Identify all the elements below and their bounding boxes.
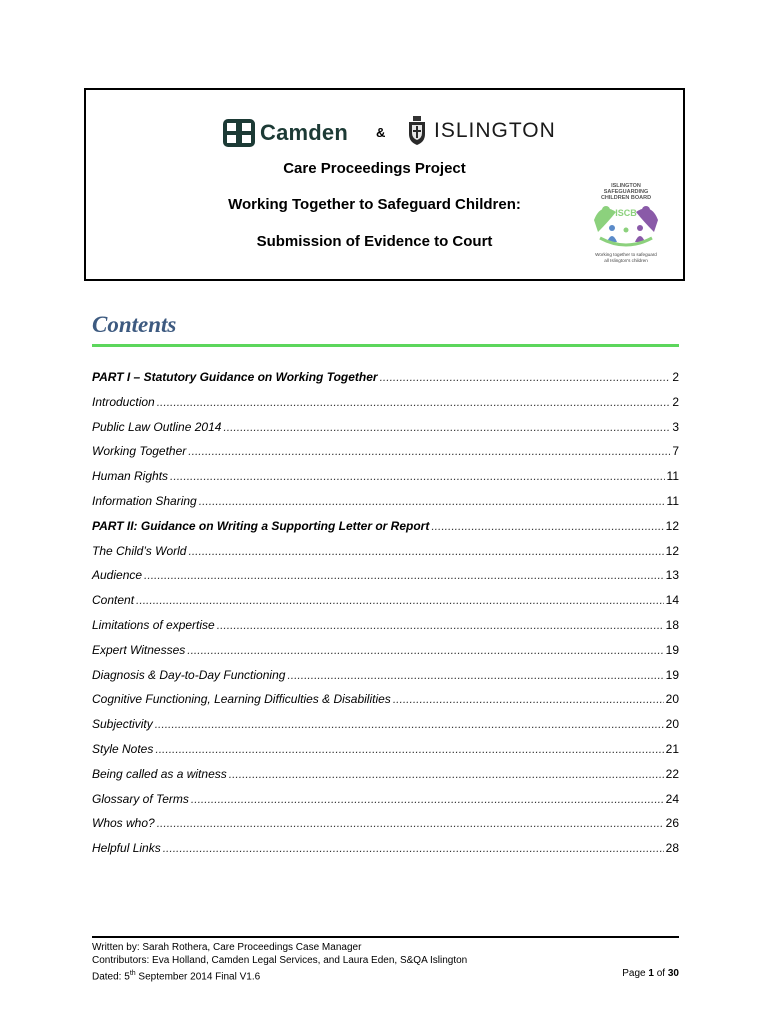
page-prefix: Page <box>622 968 649 979</box>
footer-contributors: Contributors: Eva Holland, Camden Legal Services, and Laura Eden, S&QA Islington <box>92 955 468 966</box>
toc-entry-title: Expert Witnesses <box>92 642 186 657</box>
toc-entry-title: Content <box>92 593 135 608</box>
toc-entry[interactable] <box>92 568 679 593</box>
toc-leader-dots <box>144 568 664 582</box>
toc-entry[interactable] <box>92 519 679 544</box>
toc-entry-page: 12 <box>665 518 679 533</box>
page-of: of <box>653 968 668 979</box>
toc-entry[interactable] <box>92 767 679 792</box>
footer-dated-suffix: September 2014 Final V1.6 <box>135 971 261 983</box>
toc-leader-dots <box>229 767 664 781</box>
document-subtitle-2: Submission of Evidence to Court <box>256 233 493 250</box>
toc-entry-title: Limitations of expertise <box>92 617 215 632</box>
toc-leader-dots <box>157 395 671 409</box>
toc-entry-title: Helpful Links <box>92 841 161 856</box>
toc-leader-dots <box>163 841 664 855</box>
islington-logo-text: ISLINGTON <box>434 119 556 142</box>
toc-entry-title: Whos who? <box>92 816 155 831</box>
footer-divider <box>92 936 679 938</box>
camden-mark-icon <box>222 118 256 148</box>
page-current: 1 <box>648 968 654 979</box>
toc-entry-page: 12 <box>665 543 679 558</box>
toc-entry-title: Introduction <box>92 394 155 409</box>
toc-leader-dots <box>393 692 664 706</box>
islington-crest-icon <box>406 116 428 146</box>
toc-entry-page: 19 <box>665 667 679 682</box>
table-of-contents <box>92 370 679 866</box>
toc-entry-title: PART II: Guidance on Writing a Supporting Letter or Report <box>92 518 430 533</box>
toc-entry[interactable] <box>92 717 679 742</box>
toc-entry-title: Information Sharing <box>92 493 197 508</box>
contents-heading: Contents <box>92 312 177 337</box>
project-title: Care Proceedings Project <box>283 160 466 177</box>
ampersand: & <box>376 125 386 140</box>
toc-entry-title: Cognitive Functioning, Learning Difficulties & Disabilities <box>92 692 391 707</box>
toc-leader-dots <box>431 519 663 533</box>
toc-leader-dots <box>188 544 663 558</box>
document-footer <box>92 941 679 983</box>
toc-entry-page: 24 <box>665 791 679 806</box>
toc-entry-page: 19 <box>665 642 679 657</box>
toc-entry-title: Audience <box>92 568 143 583</box>
toc-leader-dots <box>217 618 664 632</box>
logo-row <box>86 118 683 148</box>
toc-entry-title: Working Together <box>92 444 187 459</box>
toc-entry-page: 20 <box>665 717 679 732</box>
toc-leader-dots <box>187 643 663 657</box>
toc-entry-title: Being called as a witness <box>92 766 227 781</box>
toc-entry-title: Subjectivity <box>92 717 153 732</box>
toc-entry[interactable] <box>92 494 679 519</box>
toc-leader-dots <box>287 668 663 682</box>
toc-entry[interactable] <box>92 420 679 445</box>
page-total: 30 <box>667 968 679 979</box>
contents-divider <box>92 344 679 347</box>
iscb-logo <box>586 180 666 265</box>
title-header-box <box>84 88 685 281</box>
toc-entry-page: 21 <box>665 741 679 756</box>
camden-logo-text: Camden <box>260 120 348 145</box>
iscb-logo-line1: ISLINGTON <box>611 183 641 189</box>
toc-leader-dots <box>199 494 665 508</box>
toc-entry-title: Style Notes <box>92 741 154 756</box>
page-number <box>622 967 679 983</box>
toc-entry-page: 14 <box>665 593 679 608</box>
toc-entry-page: 26 <box>665 816 679 831</box>
toc-entry-page: 22 <box>665 766 679 781</box>
toc-leader-dots <box>157 816 664 830</box>
iscb-logo-acronym: ISCB <box>615 208 637 218</box>
toc-entry[interactable] <box>92 668 679 693</box>
toc-entry-page: 18 <box>665 617 679 632</box>
toc-entry-page: 3 <box>672 419 679 434</box>
footer-dated-sup: th <box>129 970 136 977</box>
toc-entry[interactable] <box>92 544 679 569</box>
toc-entry-page: 11 <box>666 469 679 484</box>
toc-entry[interactable] <box>92 370 679 395</box>
toc-entry[interactable] <box>92 444 679 469</box>
toc-entry-title: Human Rights <box>92 469 169 484</box>
iscb-logo-tagline1: Working together to safeguard <box>595 252 657 257</box>
document-subtitle: Working Together to Safeguard Children: <box>228 196 521 213</box>
toc-entry-title: PART I – Statutory Guidance on Working Together <box>92 370 378 384</box>
toc-entry[interactable] <box>92 841 679 866</box>
iscb-logo-tagline2: all Islington's children <box>604 258 648 263</box>
toc-leader-dots <box>191 792 664 806</box>
islington-logo <box>406 116 556 146</box>
toc-entry[interactable] <box>92 395 679 420</box>
toc-entry[interactable] <box>92 816 679 841</box>
footer-written-by: Written by: Sarah Rothera, Care Proceedings Case Manager <box>92 942 362 953</box>
toc-entry-page: 7 <box>672 444 679 459</box>
iscb-logo-line2: SAFEGUARDING <box>603 189 649 195</box>
toc-leader-dots <box>136 593 664 607</box>
toc-entry[interactable] <box>92 692 679 717</box>
toc-entry-page: 2 <box>672 394 679 409</box>
toc-leader-dots <box>188 444 670 458</box>
toc-leader-dots <box>223 420 670 434</box>
toc-leader-dots <box>155 717 664 731</box>
toc-entry-page: 20 <box>665 692 679 707</box>
toc-entry[interactable] <box>92 643 679 668</box>
toc-entry-title: Public Law Outline 2014 <box>92 419 222 434</box>
toc-entry[interactable] <box>92 742 679 767</box>
toc-leader-dots <box>155 742 663 756</box>
toc-entry[interactable] <box>92 792 679 817</box>
toc-leader-dots <box>380 370 671 384</box>
toc-entry-page: 2 <box>672 370 679 384</box>
toc-entry-page: 11 <box>666 493 679 508</box>
iscb-logo-line3: CHILDREN BOARD <box>600 195 652 201</box>
toc-entry-page: 13 <box>665 568 679 583</box>
toc-entry-title: The Child’s World <box>92 543 187 558</box>
toc-entry[interactable] <box>92 469 679 494</box>
toc-entry-title: Glossary of Terms <box>92 791 189 806</box>
toc-entry[interactable] <box>92 618 679 643</box>
camden-logo <box>222 118 348 148</box>
footer-dated <box>92 967 260 983</box>
footer-dated-prefix: Dated: 5 <box>92 971 130 983</box>
toc-leader-dots <box>170 469 665 483</box>
toc-entry-title: Diagnosis & Day-to-Day Functioning <box>92 667 286 682</box>
toc-entry[interactable] <box>92 593 679 618</box>
toc-entry-page: 28 <box>665 841 679 856</box>
